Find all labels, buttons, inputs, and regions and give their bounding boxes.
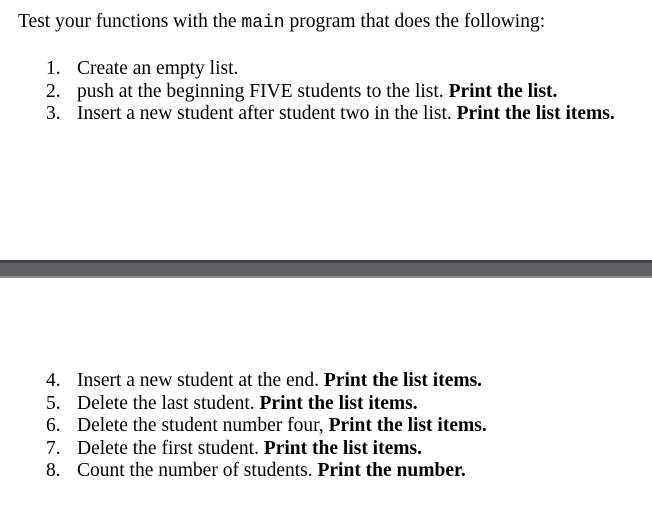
list-item-number: 4. [46,370,61,391]
list-item-number: 5. [46,392,61,414]
list-item [46,58,615,81]
list-item-text: Insert a new student at the end. [77,370,324,391]
intro-text-after: program that does the following: [284,11,546,32]
list-item [46,438,487,461]
list-item-text: Count the number of students. [77,460,318,481]
document-page-top [0,0,652,260]
intro-paragraph [18,10,545,35]
list-item-number: 2. [46,80,61,102]
list-item-text: Delete the student number four, [77,415,329,436]
list-item-bold-text: Print the number. [317,460,466,481]
list-item [46,460,487,483]
list-item-text: push at the beginning FIVE students to the list. [77,80,449,102]
page-break-gap [0,260,652,278]
list-item-number: 7. [46,437,61,459]
intro-text-before: Test your functions with the [18,11,242,32]
list-item-bold-text: Print the list items. [263,437,422,459]
list-item-bold-text: Print the list items. [323,370,483,391]
list-item [46,415,487,438]
list-item-bold-text: Print the list. [448,80,558,102]
list-item-text: Create an empty list. [77,58,239,79]
list-item-bold-text: Print the list items. [456,103,615,124]
list-item-number: 3. [46,103,61,124]
intro-code-main: main [241,13,285,33]
steps-list-bottom [46,370,487,483]
list-item-text: Delete the last student. [77,392,260,414]
list-item-number: 1. [46,58,61,79]
list-item [46,103,615,126]
list-item-bold-text: Print the list items. [328,415,487,436]
list-item-text: Delete the first student. [77,437,264,459]
list-item-number: 8. [46,460,61,481]
list-item [46,81,615,104]
list-item [46,393,487,416]
list-item-number: 6. [46,415,61,436]
list-item-text: Insert a new student after student two in the list. [77,103,457,124]
steps-list-top [46,58,615,126]
document-page-bottom [0,278,652,523]
list-item-bold-text: Print the list items. [259,392,418,414]
list-item [46,370,487,393]
